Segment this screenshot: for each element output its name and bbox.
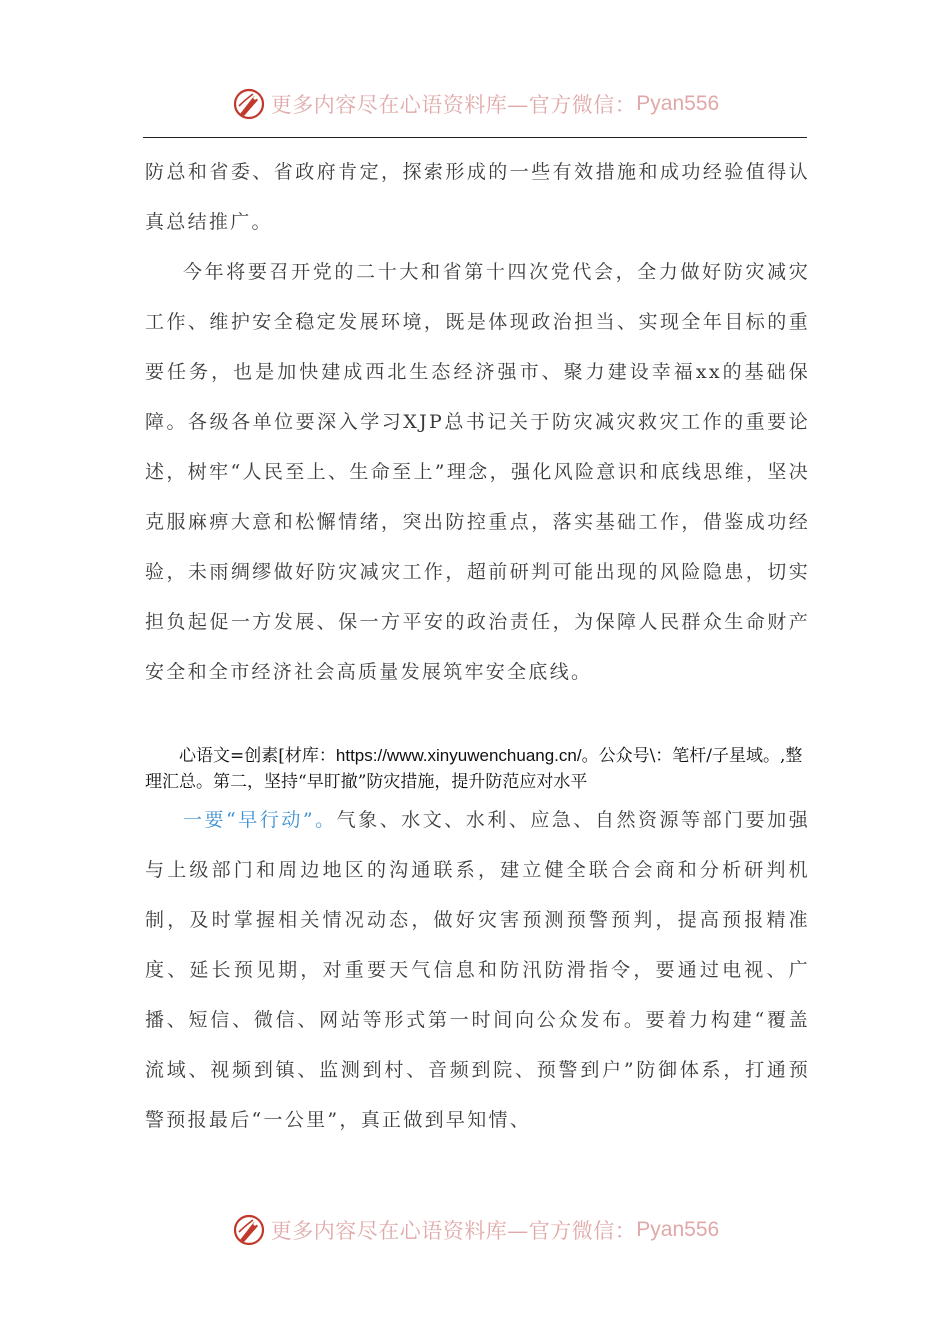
paragraph-body: 今年将要召开党的二十大和省第十四次党代会，全力做好防灾减灾工作、维护安全稳定发展环境，既是体现政治担当、实现全年目标的重要任务，也是加快建成西北生态经济强市、聚力建设幸福xx的基础保障。各级各单位要深入学习XJP总书记关于防灾减灾救灾工作的重要论述，树牢“人民至上、生命至上”理念，强化风险意识和底线思维，坚决克服麻痹大意和松懈情绪，突出防控重点，落实基础工作，借鉴成功经验，未雨绸缪做好防灾减灾工作，超前研判可能出现的风险隐患，切实担负起促一方发展、保一方平安的政治责任，为保障人民群众生命财产安全和全市经济社会高质量发展筑牢安全底线。 — [145, 261, 810, 683]
banner-contact: Pyan556 — [636, 1218, 720, 1241]
header-banner — [0, 82, 950, 126]
paragraph-early-action — [145, 795, 810, 1145]
pen-nib-logo-icon — [231, 86, 267, 122]
banner-contact: Pyan556 — [636, 92, 720, 115]
inserted-text-b: 。公众号\：笔杆/子星域。,整理汇总。第二，坚持“早盯撤”防灾措施，提升防范应对水平 — [145, 746, 803, 792]
paragraph-continuation: 防总和省委、省政府肯定，探索形成的一些有效措施和成功经验值得认真总结推广。 — [145, 161, 810, 233]
inserted-url: https://www.xinyuwenchuang.cn/ — [335, 746, 582, 765]
inserted-text-a: 心语文=创素[材库： — [179, 746, 336, 766]
banner-text: 更多内容尽在心语资料库—官方微信： — [270, 1219, 637, 1243]
footer-banner — [0, 1208, 950, 1252]
banner-text: 更多内容尽在心语资料库—官方微信： — [270, 93, 637, 117]
highlight-early-action: 一要“早行动”。 — [183, 809, 337, 831]
inserted-watermark-heading — [145, 743, 810, 795]
header-divider — [143, 137, 807, 138]
paragraph-early-action-body: 气象、水文、水利、应急、自然资源等部门要加强与上级部门和周边地区的沟通联系，建立健全联合会商和分析研判机制，及时掌握相关情况动态，做好灾害预测预警预判，提高预报精准度、延长预见期，对重要天气信息和防汛防滑指令，要通过电视、广播、短信、微信、网站等形式第一时间向公众发布。要着力构建“覆盖流域、视频到镇、监测到村、音频到院、预警到户”防御体系，打通预警预报最后“一公里”，真正做到早知情、 — [145, 809, 810, 1131]
pen-nib-logo-icon — [231, 1212, 267, 1248]
